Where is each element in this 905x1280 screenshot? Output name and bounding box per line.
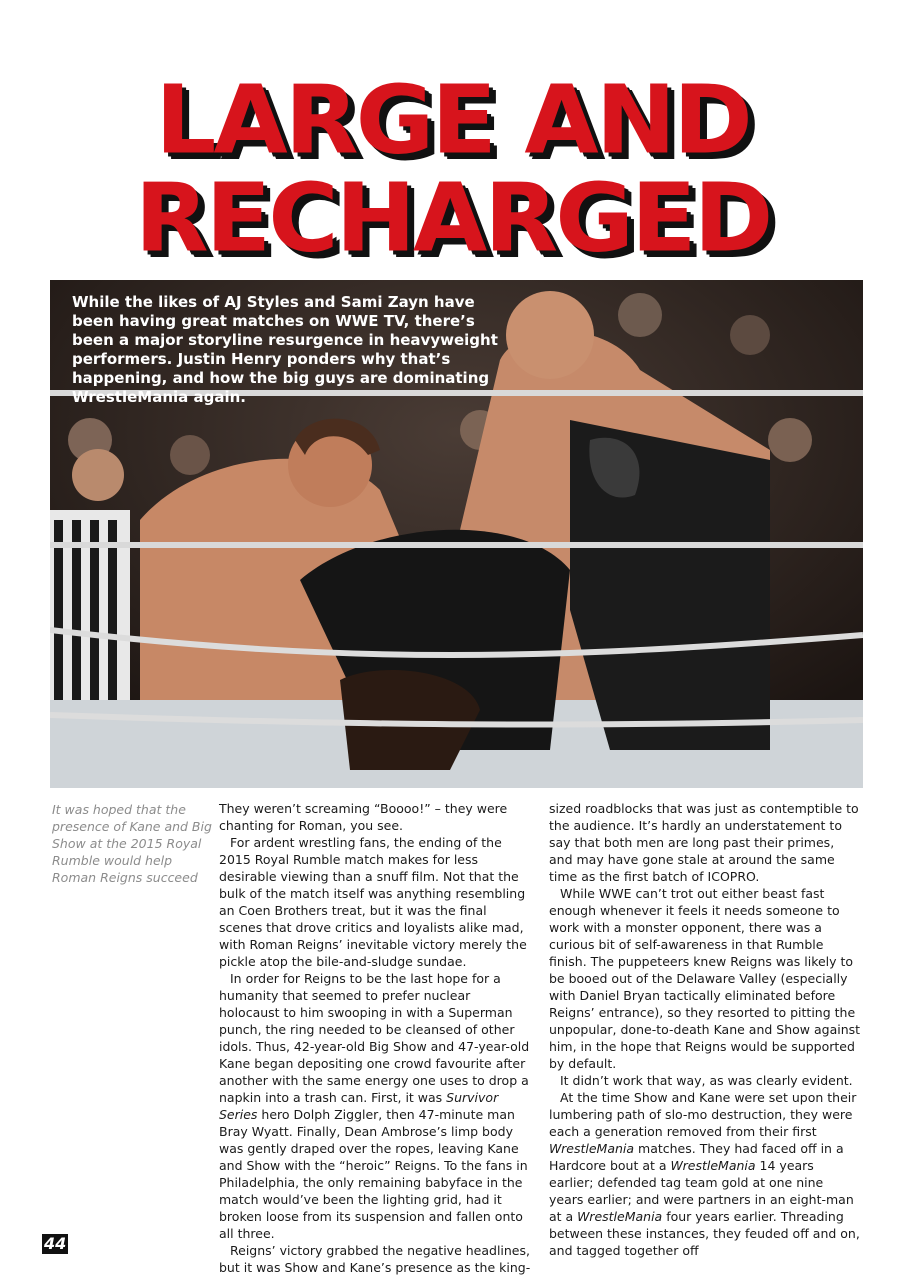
- standfirst: [72, 293, 502, 407]
- paragraph-text: matches. They had faced off in a Hardcore bout at a: [549, 1141, 844, 1173]
- paragraph: Reigns’ victory grabbed the negative headlines, but it was Show and Kane’s presence as the king-: [219, 1243, 531, 1275]
- paragraph: sized roadblocks that was just as contemptible to the audience. It’s hardly an understatement to say that both men are long past their primes, and may have gone stale at around the same time as the first batch of ICOPRO.: [549, 801, 859, 884]
- photo-caption: It was hoped that the presence of Kane and Big Show at the 2015 Royal Rumble would help Roman Reigns succeed: [52, 802, 212, 885]
- paragraph-text: At the time Show and Kane were set upon their lumbering path of slo-mo destruction, they were each a generation removed from their first: [549, 1090, 857, 1139]
- article-column-2: [549, 800, 861, 1259]
- paragraph-text: In order for Reigns to be the last hope for a humanity that seemed to prefer nuclear holocaust to him swooping in with a Superman punch, the ring needed to be cleansed of other idols. Thus, 42-year-old Big Show and 47-year-old Kane began depositing one crowd favourite after another with the same energy one uses to drop a napkin into a trash can. First, it was: [219, 971, 530, 1105]
- event-title: WrestleMania: [670, 1158, 756, 1173]
- paragraph: They weren’t screaming “Boooo!” – they were chanting for Roman, you see.: [219, 801, 508, 833]
- headline-line-1: LARGE AND: [155, 65, 750, 175]
- event-title: WrestleMania: [549, 1141, 635, 1156]
- paragraph: [219, 970, 531, 1242]
- paragraph-text: hero Dolph Ziggler, then 47-minute man Bray Wyatt. Finally, Dean Ambrose’s limp body was gently draped over the ropes, leaving Kane and Show with the “heroic” Reigns. To the fans in Philadelphia, the only remaining babyface in the match would’ve been the lighting grid, had it broken loose from its suspension and fallen onto all three.: [219, 1107, 528, 1241]
- page-number: 44: [44, 1234, 67, 1253]
- event-title: WrestleMania: [577, 1209, 663, 1224]
- paragraph: While WWE can’t trot out either beast fast enough whenever it feels it needs someone to work with a monster opponent, there was a curious bit of self-awareness in that Rumble finish. The puppeteers knew Reigns was likely to be booed out of the Delaware Valley (especially with Daniel Bryan tactically eliminated before Reigns’ entrance), so they resorted to pitting the unpopular, done-to-death Kane and Show against him, in the hope that Reigns would be supported by default.: [549, 886, 861, 1071]
- article-column-1: [219, 800, 531, 1276]
- event-title: Survivor Series: [219, 1090, 499, 1122]
- paragraph: It didn’t work that way, as was clearly evident.: [560, 1073, 853, 1088]
- paragraph-text: four years earlier. Threading between these instances, they feuded off and on, and tagged together off: [549, 1209, 860, 1258]
- paragraph-text: 14 years earlier; defended tag team gold at one nine years earlier; and were partners in an eight-man at a: [549, 1158, 854, 1224]
- standfirst-text: While the likes of AJ Styles and Sami Zayn have been having great matches on WWE TV, there’s been a major storyline resurgence in heavyweight performers.: [72, 293, 498, 368]
- paragraph: For ardent wrestling fans, the ending of the 2015 Royal Rumble match makes for less desirable viewing than a snuff film. Not that the bulk of the match itself was anything resembling an Coen Brothers treat, but it was the final scenes that drove critics and loyalists alike mad, with Roman Reigns’ inevitable victory merely the pickle atop the bile-and-sludge sundae.: [219, 835, 527, 969]
- paragraph: [549, 1089, 861, 1259]
- author-name: Justin Henry: [177, 350, 282, 368]
- headline-line-2: RECHARGED: [134, 163, 771, 273]
- standfirst-text-after: ponders why that’s happening, and how the big guys are dominating WrestleMania again.: [72, 350, 490, 406]
